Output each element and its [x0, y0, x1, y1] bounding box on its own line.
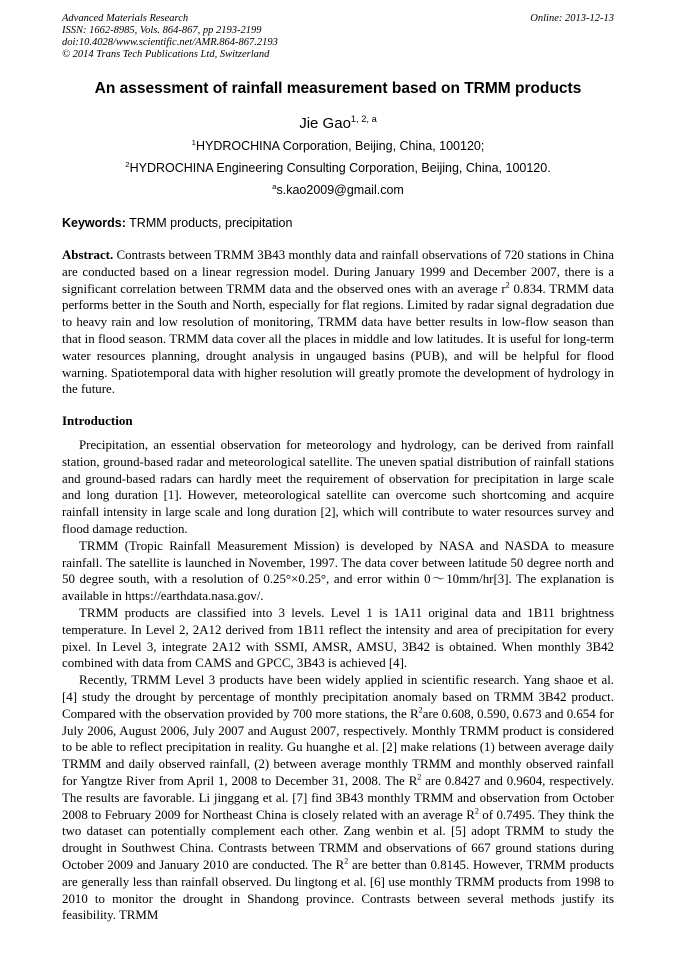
author-sup: 1, 2, a — [350, 114, 377, 124]
paper-title: An assessment of rainfall measurement based on TRMM products — [94, 80, 582, 97]
affiliation-2-text: HYDROCHINA Engineering Consulting Corporation, Beijing, China, 100120. — [129, 161, 551, 175]
affiliation-2 — [62, 161, 614, 175]
journal-header — [62, 13, 614, 61]
intro-p4-sup-4: 2 — [344, 856, 349, 866]
abstract-text-1: Contrasts between TRMM 3B43 monthly data and rainfall observations of 720 stations in China are conducted based on a linear regression model. During January 1999 and December 2007, there is a significant correlation between TRMM data and the observed ones with an average r — [62, 248, 614, 296]
affiliation-1-sup: 1 — [191, 137, 196, 147]
keywords-text: TRMM products, precipitation — [129, 216, 293, 230]
keywords-label: Keywords: — [62, 216, 126, 230]
journal-doi: doi:10.4028/www.scientific.net/AMR.864-867.2193 — [62, 37, 278, 48]
affiliation-1-text: HYDROCHINA Corporation, Beijing, China, 100120; — [195, 139, 485, 153]
affiliation-1 — [62, 139, 614, 153]
abstract-sup: 2 — [505, 280, 510, 290]
intro-p4-e: are better than 0.8145. However, TRMM products are generally less than rainfall observed. Du lingtong et al. [6] use monthly TRMM products from 1998 to 2010 to monitor the drought in Shandong province. Contrasts between several methods justify its feasibility. TRMM — [62, 857, 614, 923]
abstract-label: Abstract. — [62, 248, 114, 262]
introduction-body — [62, 437, 614, 924]
abstract — [62, 247, 614, 398]
abstract-text-2: 0.834. TRMM data performs better in the South and North, especially for flat regions. Limited by radar signal degradation due to heavy rain and low resolution of monitoring, TRMM data have better results in low-flow season than that in flood season. TRMM data cover all the places in middle and low latitudes. It is useful for long-term water resources planning, drought analysis in ungauged basins (PUB), and will be helpful for flood warning. Spatiotemporal data with higher resolution will greatly promote the development of hydrology in the future. — [62, 281, 614, 397]
author-name: Jie Gao — [299, 115, 351, 132]
intro-paragraph-1: Precipitation, an essential observation for meteorology and hydrology, can be derived from rainfall station, ground-based radar and meteorological satellite. The uneven spatial distribution of rainfall stations and ground-based radars can hardly meet the requirement of observation for precipitation in large scale and long duration [1]. However, meteorological satellite can overcome such shortcoming and acquire rainfall intensity in large scale and long duration [2], which will contribute to water resources survey and flood damage reduction. — [62, 438, 614, 536]
intro-p4-a: Recently, TRMM Level 3 products have been widely applied in scientific research. Yang shaoe et al. [4] study the drought by percentage of monthly precipitation anomaly based on TRMM 3B42 product. Compared with the observation provided by 700 more stations, the R — [62, 673, 614, 721]
affiliation-2-sup: 2 — [125, 159, 130, 169]
intro-p4-sup-2: 2 — [417, 772, 422, 782]
online-date: Online: 2013-12-13 — [530, 13, 614, 24]
journal-copyright: © 2014 Trans Tech Publications Ltd, Switzerland — [62, 49, 270, 60]
keywords — [62, 216, 614, 230]
email-text: s.kao2009@gmail.com — [276, 183, 404, 197]
intro-p4-sup-1: 2 — [418, 705, 423, 715]
intro-p4-c: are 0.8427 and 0.9604, respectively. The results are favorable. Li jinggang et al. [7] find 3B43 monthly TRMM and observation from October 2008 to February 2009 for Northeast China is closely related with an average R — [62, 773, 614, 822]
author-line — [62, 115, 614, 132]
intro-p4-sup-3: 2 — [474, 806, 479, 816]
journal-name: Advanced Materials Research — [62, 13, 189, 24]
introduction-heading: Introduction — [62, 413, 133, 428]
intro-paragraph-2: TRMM (Tropic Rainfall Measurement Mission) is developed by NASA and NASDA to measure rainfall. The satellite is launched in November, 1997. The data cover between latitude 50 degree north and 50 degree south, with a resolution of 0.25°×0.25°, and error within 0～10mm/hr[3]. The explanation is available in https://earthdata.nasa.gov/. — [62, 538, 614, 604]
intro-p4-b: are 0.608, 0.590, 0.673 and 0.654 for July 2006, August 2006, July 2007 and August 2007, respectively. Monthly TRMM product is considered to be able to reflect precipitation in reality. Gu huanghe et al. [2] make relations (1) between average daily TRMM and daily observed rainfall, (2) between average monthly TRMM and monthly observed rainfall for Yangtze River from April 1, 2008 to December 31, 2008. The R — [62, 706, 614, 788]
email-sup: a — [272, 181, 277, 191]
affiliation-email — [62, 183, 614, 197]
intro-paragraph-3: TRMM products are classified into 3 levels. Level 1 is 1A11 original data and 1B11 brightness temperature. In Level 2, 2A12 derived from 1B11 reflect the intensity and area of precipitation for every pixel. In Level 3, integrate 2A12 with SSMI, AMSR, AMSU, 3B42 is obtained. When monthly 3B42 combined with data from CAMS and GPCC, 3B43 is achieved [4]. — [62, 605, 614, 671]
journal-issn: ISSN: 1662-8985, Vols. 864-867, pp 2193-2199 — [62, 25, 262, 36]
intro-p4-d: of 0.7495. They think the two dataset can potentially complement each other. Zang wenbin et al. [5] adopt TRMM to study the drought in Southwest China. Contrasts between TRMM and observations of 667 ground stations during October 2009 and January 2010 are conducted. The R — [62, 807, 614, 872]
intro-paragraph-4 — [62, 672, 614, 924]
